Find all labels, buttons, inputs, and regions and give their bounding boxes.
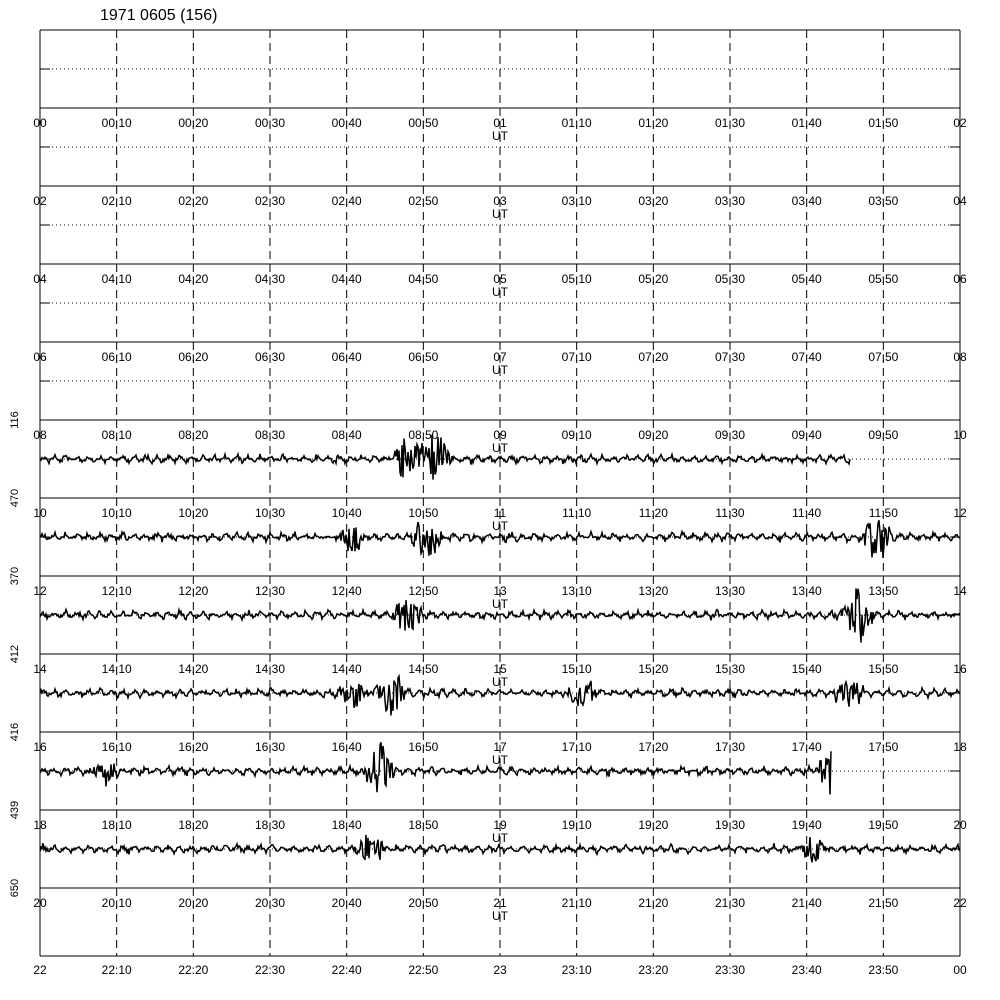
axis-unit-label: UT xyxy=(492,597,508,611)
axis-tick-label: 18 xyxy=(33,818,47,832)
axis-tick-label: 16:40 xyxy=(331,740,362,754)
axis-tick-label: 14:40 xyxy=(331,662,362,676)
axis-tick-label: 13:10 xyxy=(561,584,592,598)
axis-tick-label: 02:50 xyxy=(408,194,439,208)
axis-tick-label: 08 xyxy=(953,350,967,364)
axis-tick-label: 03 xyxy=(493,194,507,208)
axis-tick-label: 06:10 xyxy=(101,350,132,364)
bottom-axis-tick-label: 22:40 xyxy=(331,963,362,977)
axis-tick-label: 22 xyxy=(953,896,967,910)
axis-tick-label: 07 xyxy=(493,350,507,364)
axis-tick-label: 18:20 xyxy=(178,818,209,832)
axis-tick-label: 04:10 xyxy=(101,272,132,286)
axis-tick-label: 11:20 xyxy=(638,506,668,520)
axis-tick-label: 10:10 xyxy=(101,506,132,520)
axis-tick-label: 05:40 xyxy=(791,272,822,286)
axis-tick-label: 19:30 xyxy=(714,818,746,832)
bottom-axis-tick-label: 23:10 xyxy=(561,963,592,977)
bottom-axis-tick-label: 23:30 xyxy=(714,963,746,977)
bottom-axis-tick-label: 22:50 xyxy=(408,963,439,977)
axis-tick-label: 02 xyxy=(953,116,967,130)
axis-tick-label: 00 xyxy=(33,116,47,130)
bottom-axis-tick-label: 22:10 xyxy=(101,963,132,977)
axis-tick-label: 15:50 xyxy=(868,662,899,676)
axis-tick-label: 04:40 xyxy=(331,272,362,286)
axis-tick-label: 01 xyxy=(493,116,507,130)
axis-tick-label: 08:40 xyxy=(331,428,362,442)
bottom-axis-tick-label: 23 xyxy=(493,963,507,977)
axis-tick-label: 17:10 xyxy=(561,740,592,754)
bottom-axis-tick-label: 00 xyxy=(953,963,967,977)
axis-tick-label: 02:20 xyxy=(178,194,209,208)
axis-tick-label: 21 xyxy=(493,896,507,910)
axis-tick-label: 20:40 xyxy=(331,896,362,910)
axis-unit-label: UT xyxy=(492,909,508,923)
axis-tick-label: 13:50 xyxy=(868,584,899,598)
axis-tick-label: 20 xyxy=(33,896,47,910)
axis-tick-label: 15:20 xyxy=(638,662,669,676)
axis-tick-label: 21:30 xyxy=(714,896,746,910)
panel-scale-label: 370 xyxy=(9,566,21,586)
bottom-axis-tick-label: 22 xyxy=(33,963,47,977)
axis-tick-label: 12:10 xyxy=(101,584,132,598)
axis-tick-label: 11:40 xyxy=(792,506,822,520)
axis-tick-label: 20:30 xyxy=(254,896,286,910)
axis-tick-label: 06:30 xyxy=(254,350,286,364)
bottom-axis-tick-label: 23:20 xyxy=(638,963,669,977)
panel-scale-label: 116 xyxy=(9,411,21,429)
axis-tick-label: 15:40 xyxy=(791,662,822,676)
axis-tick-label: 06:40 xyxy=(331,350,362,364)
axis-tick-label: 09:30 xyxy=(714,428,746,442)
bottom-axis-tick-label: 22:30 xyxy=(254,963,286,977)
axis-tick-label: 20:50 xyxy=(408,896,439,910)
axis-tick-label: 02:10 xyxy=(101,194,132,208)
axis-tick-label: 05:20 xyxy=(638,272,669,286)
axis-tick-label: 15:10 xyxy=(561,662,592,676)
axis-unit-label: UT xyxy=(492,129,508,143)
axis-unit-label: UT xyxy=(492,831,508,845)
axis-unit-label: UT xyxy=(492,753,508,767)
axis-tick-label: 14 xyxy=(33,662,47,676)
axis-tick-label: 18:50 xyxy=(408,818,439,832)
axis-tick-label: 12 xyxy=(33,584,47,598)
axis-tick-label: 14:10 xyxy=(101,662,132,676)
axis-tick-label: 04:50 xyxy=(408,272,439,286)
axis-tick-label: 05:30 xyxy=(714,272,746,286)
axis-tick-label: 17:20 xyxy=(638,740,669,754)
axis-tick-label: 02 xyxy=(33,194,47,208)
axis-tick-label: 03:40 xyxy=(791,194,822,208)
axis-tick-label: 10:50 xyxy=(408,506,439,520)
panel-scale-label: 650 xyxy=(9,878,21,898)
axis-tick-label: 09:20 xyxy=(638,428,669,442)
axis-tick-label: 15:30 xyxy=(714,662,746,676)
axis-tick-label: 12 xyxy=(953,506,967,520)
axis-tick-label: 21:40 xyxy=(791,896,822,910)
axis-tick-label: 12:30 xyxy=(254,584,286,598)
axis-tick-label: 00:30 xyxy=(254,116,286,130)
axis-unit-label: UT xyxy=(492,441,508,455)
axis-tick-label: 04:20 xyxy=(178,272,209,286)
axis-tick-label: 01:40 xyxy=(791,116,822,130)
axis-tick-label: 16:10 xyxy=(101,740,132,754)
axis-tick-label: 10:40 xyxy=(331,506,362,520)
axis-tick-label: 00:50 xyxy=(408,116,439,130)
axis-unit-label: UT xyxy=(492,519,508,533)
axis-tick-label: 17:40 xyxy=(791,740,822,754)
axis-tick-label: 01:30 xyxy=(714,116,746,130)
axis-tick-label: 00:10 xyxy=(101,116,132,130)
axis-unit-label: UT xyxy=(492,363,508,377)
axis-tick-label: 16 xyxy=(953,662,967,676)
axis-unit-label: UT xyxy=(492,207,508,221)
axis-tick-label: 19:10 xyxy=(561,818,592,832)
axis-tick-label: 04 xyxy=(33,272,47,286)
axis-tick-label: 07:50 xyxy=(868,350,899,364)
axis-tick-label: 14:20 xyxy=(178,662,209,676)
axis-tick-label: 05 xyxy=(493,272,507,286)
axis-tick-label: 07:40 xyxy=(791,350,822,364)
axis-tick-label: 13:20 xyxy=(638,584,669,598)
axis-tick-label: 11:10 xyxy=(562,506,592,520)
axis-tick-label: 19:20 xyxy=(638,818,669,832)
axis-tick-label: 10 xyxy=(953,428,967,442)
axis-tick-label: 01:50 xyxy=(868,116,899,130)
axis-tick-label: 00:20 xyxy=(178,116,209,130)
axis-tick-label: 15 xyxy=(493,662,507,676)
axis-tick-label: 04 xyxy=(953,194,967,208)
axis-tick-label: 08 xyxy=(33,428,47,442)
axis-tick-label: 06:20 xyxy=(178,350,209,364)
axis-unit-label: UT xyxy=(492,675,508,689)
axis-tick-label: 19:40 xyxy=(791,818,822,832)
axis-tick-label: 11:50 xyxy=(868,506,898,520)
axis-tick-label: 19 xyxy=(493,818,507,832)
axis-tick-label: 16:20 xyxy=(178,740,209,754)
axis-tick-label: 01:20 xyxy=(638,116,669,130)
axis-tick-label: 16:30 xyxy=(254,740,286,754)
axis-tick-label: 05:50 xyxy=(868,272,899,286)
axis-tick-label: 01:10 xyxy=(561,116,592,130)
axis-tick-label: 13:30 xyxy=(714,584,746,598)
axis-tick-label: 12:50 xyxy=(408,584,439,598)
axis-tick-label: 13:40 xyxy=(791,584,822,598)
axis-tick-label: 08:20 xyxy=(178,428,209,442)
axis-tick-label: 11 xyxy=(493,506,507,520)
axis-tick-label: 07:30 xyxy=(714,350,746,364)
axis-tick-label: 14 xyxy=(953,584,967,598)
axis-tick-label: 09:40 xyxy=(791,428,822,442)
panel-scale-label: 470 xyxy=(9,488,21,508)
axis-tick-label: 21:20 xyxy=(638,896,669,910)
axis-tick-label: 14:30 xyxy=(254,662,286,676)
axis-tick-label: 03:50 xyxy=(868,194,899,208)
axis-tick-label: 18:40 xyxy=(331,818,362,832)
axis-tick-label: 11:30 xyxy=(715,506,745,520)
bottom-axis-tick-label: 22:20 xyxy=(178,963,209,977)
axis-tick-label: 08:30 xyxy=(254,428,286,442)
axis-tick-label: 10:20 xyxy=(178,506,209,520)
axis-unit-label: UT xyxy=(492,285,508,299)
axis-tick-label: 20 xyxy=(953,818,967,832)
axis-tick-label: 10:30 xyxy=(254,506,286,520)
axis-tick-label: 08:50 xyxy=(408,428,439,442)
panel-scale-label: 416 xyxy=(9,722,21,742)
axis-tick-label: 06 xyxy=(33,350,47,364)
axis-tick-label: 16:50 xyxy=(408,740,439,754)
axis-tick-label: 00:40 xyxy=(331,116,362,130)
axis-tick-label: 17:30 xyxy=(714,740,746,754)
axis-tick-label: 18:30 xyxy=(254,818,286,832)
axis-tick-label: 12:20 xyxy=(178,584,209,598)
axis-tick-label: 17:50 xyxy=(868,740,899,754)
axis-tick-label: 18:10 xyxy=(101,818,132,832)
panel-scale-label: 412 xyxy=(9,644,21,664)
axis-tick-label: 13 xyxy=(493,584,507,598)
axis-tick-label: 20:20 xyxy=(178,896,209,910)
axis-tick-label: 06 xyxy=(953,272,967,286)
chart-title: 1971 0605 (156) xyxy=(100,7,218,24)
axis-tick-label: 02:30 xyxy=(254,194,286,208)
axis-tick-label: 03:10 xyxy=(561,194,592,208)
axis-tick-label: 12:40 xyxy=(331,584,362,598)
axis-tick-label: 06:50 xyxy=(408,350,439,364)
bottom-axis-tick-label: 23:50 xyxy=(868,963,899,977)
axis-tick-label: 07:10 xyxy=(561,350,592,364)
axis-tick-label: 02:40 xyxy=(331,194,362,208)
axis-tick-label: 20:10 xyxy=(101,896,132,910)
axis-tick-label: 21:50 xyxy=(868,896,899,910)
panels xyxy=(9,30,967,977)
bottom-axis-tick-label: 23:40 xyxy=(791,963,822,977)
axis-tick-label: 03:20 xyxy=(638,194,669,208)
axis-tick-label: 09:10 xyxy=(561,428,592,442)
axis-tick-label: 18 xyxy=(953,740,967,754)
axis-tick-label: 07:20 xyxy=(638,350,669,364)
axis-tick-label: 03:30 xyxy=(714,194,746,208)
axis-tick-label: 09:50 xyxy=(868,428,899,442)
axis-tick-label: 08:10 xyxy=(101,428,132,442)
axis-tick-label: 14:50 xyxy=(408,662,439,676)
axis-tick-label: 05:10 xyxy=(561,272,592,286)
panel-scale-label: 439 xyxy=(9,800,21,820)
axis-tick-label: 09 xyxy=(493,428,507,442)
axis-tick-label: 19:50 xyxy=(868,818,899,832)
axis-tick-label: 10 xyxy=(33,506,47,520)
axis-tick-label: 16 xyxy=(33,740,47,754)
axis-tick-label: 04:30 xyxy=(254,272,286,286)
axis-tick-label: 21:10 xyxy=(561,896,592,910)
axis-tick-label: 17 xyxy=(493,740,507,754)
